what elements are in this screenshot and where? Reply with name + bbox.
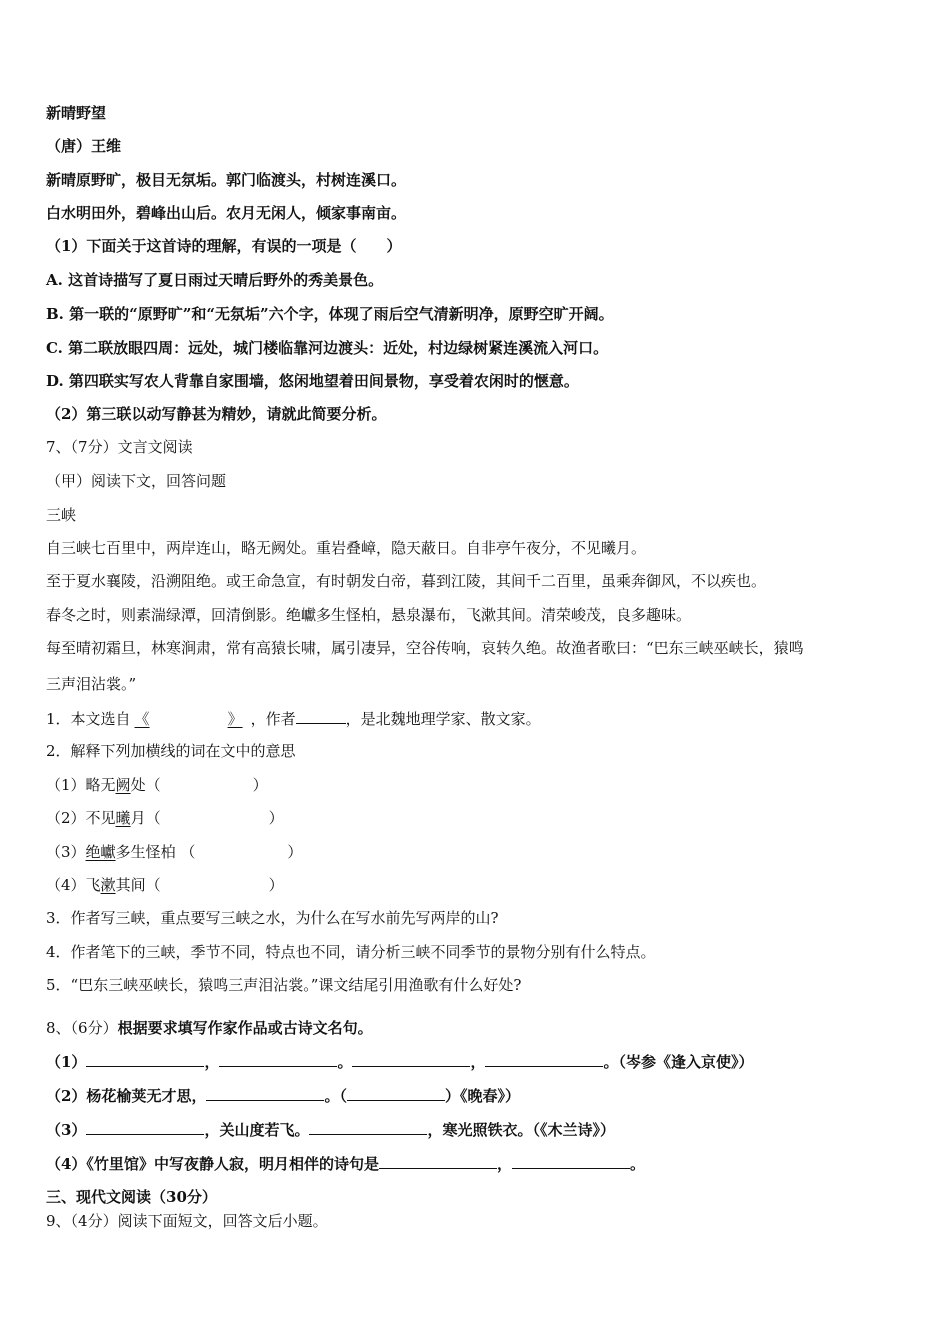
q6-sub-1: （1）下面关于这首诗的理解，有误的一项是（ ） [46, 237, 402, 255]
fill-blank[interactable] [512, 1153, 630, 1169]
q6-option-c: C. 第二联放眼四周：远处，城门楼临靠河边渡头：近处，村边绿树紧连溪流入河口。 [46, 339, 609, 357]
q7-sub-4: 4．作者笔下的三峡，季节不同，特点也不同，请分析三峡不同季节的景物分别有什么特点。 [46, 943, 656, 961]
underlined-word: 绝巘 [85, 843, 116, 861]
underlined-word: 阙 [115, 776, 131, 794]
q9-header: 9、（4分）阅读下面短文，回答文后小题。 [46, 1212, 328, 1230]
q8-line-3-source: ，寒光照铁衣。（《木兰诗》） [427, 1121, 615, 1139]
q7-sub-1-prefix: 1．本文选自 [46, 710, 131, 728]
word-item-2-suffix: 月（ [130, 809, 161, 827]
book-open-mark: 《 [134, 710, 150, 728]
poem-title: 新晴野望 [46, 104, 107, 122]
q8-line-1 [46, 1051, 754, 1072]
author-blank[interactable] [296, 708, 346, 724]
q8-line-1-prefix: （1） [46, 1053, 87, 1071]
punctuation: ， [496, 1155, 512, 1173]
punctuation: 。（ [324, 1087, 347, 1105]
q8-line-2 [46, 1085, 520, 1106]
passage-paragraph-4: 每至晴初霜旦，林寒涧肃，常有高猿长啸，属引凄异，空谷传响，哀转久绝。故渔者歌曰：“巴东三峡巫峡长，猿鸣 [46, 639, 804, 657]
q6-sub-2: （2）第三联以动写静甚为精妙，请就此简要分析。 [46, 405, 387, 423]
passage-paragraph-2: 至于夏水襄陵，沿溯阻绝。或王命急宣，有时朝发白帝，暮到江陵，其间千二百里，虽乘奔御风，不以疾也。 [46, 572, 767, 590]
close-paren: ） [252, 776, 268, 794]
fill-blank[interactable] [309, 1119, 427, 1135]
word-item-2-prefix: （2）不见 [46, 809, 116, 827]
q7-sub-1-mid: ，作者 [250, 710, 296, 728]
q8-line-3-middle: ，关山度若飞。 [204, 1121, 310, 1139]
underlined-word: 漱 [100, 876, 116, 894]
punctuation: ， [204, 1053, 220, 1071]
word-item-3-prefix: （3） [46, 843, 86, 861]
underlined-word: 曦 [115, 809, 131, 827]
q8-line-4 [46, 1153, 645, 1174]
passage-paragraph-4-cont: 三声泪沾裳。” [46, 675, 137, 693]
punctuation: 。 [337, 1053, 353, 1071]
q7-sub-3: 3．作者写三峡，重点要写三峡之水，为什么在写水前先写两岸的山? [46, 909, 499, 927]
q7-sub-1-suffix: ，是北魏地理学家、散文家。 [345, 710, 541, 728]
q8-number: 8、（6分） [46, 1019, 118, 1037]
fill-blank[interactable] [206, 1085, 324, 1101]
fill-blank[interactable] [86, 1051, 204, 1067]
word-item-3 [46, 842, 302, 862]
word-item-4-suffix: 其间（ [115, 876, 161, 894]
q6-option-b: B. 第一联的“原野旷”和“无氛垢”六个字，体现了雨后空气清新明净，原野空旷开阔。 [46, 305, 614, 323]
passage-title: 三峡 [46, 506, 77, 524]
book-title-blank[interactable] [135, 710, 243, 728]
q8-line-2-source: ）《晚春》） [444, 1087, 520, 1105]
section-3-header: 三、现代文阅读（30分） [46, 1188, 217, 1206]
close-paren: ） [268, 809, 284, 827]
q8-line-1-source: 。（岑参《逢入京使》） [603, 1053, 754, 1071]
q7-header: 7、（7分）文言文阅读 [46, 438, 193, 456]
word-item-4 [46, 875, 284, 895]
passage-paragraph-3: 春冬之时，则素湍绿潭，回清倒影。绝巘多生怪柏，悬泉瀑布，飞漱其间。清荣峻茂，良多趣味。 [46, 606, 692, 624]
fill-blank[interactable] [352, 1051, 470, 1067]
poem-line-1: 新晴原野旷，极目无氛垢。郭门临渡头，村树连溪口。 [46, 171, 407, 189]
q8-line-2-prefix: （2）杨花榆荚无才思， [46, 1087, 207, 1105]
q7-sub-5: 5．“巴东三峡巫峡长，猿鸣三声泪沾裳。”课文结尾引用渔歌有什么好处? [46, 976, 522, 994]
q7-sub-1 [46, 708, 541, 729]
q8-line-3-prefix: （3） [46, 1121, 87, 1139]
word-item-2 [46, 808, 284, 828]
fill-blank[interactable] [485, 1051, 603, 1067]
q8-instruction: 根据要求填写作家作品或古诗文名句。 [117, 1019, 373, 1037]
book-close-mark: 》 [227, 710, 243, 728]
q8-line-4-prefix: （4）《竹里馆》中写夜静人寂，明月相伴的诗句是 [46, 1155, 379, 1173]
word-item-1-suffix: 处（ [130, 776, 161, 794]
punctuation: 。 [629, 1155, 645, 1173]
word-item-4-prefix: （4）飞 [46, 876, 101, 894]
close-paren: ） [268, 876, 284, 894]
word-item-1-prefix: （1）略无 [46, 776, 116, 794]
word-item-1 [46, 775, 268, 795]
passage-paragraph-1: 自三峡七百里中，两岸连山，略无阙处。重岩叠嶂，隐天蔽日。自非亭午夜分，不见曦月。 [46, 539, 647, 557]
fill-blank[interactable] [86, 1119, 204, 1135]
fill-blank[interactable] [379, 1153, 497, 1169]
q7-intro: （甲）阅读下文，回答问题 [46, 472, 227, 490]
punctuation: ， [470, 1053, 486, 1071]
word-item-3-suffix: 多生怪柏 （ [115, 843, 196, 861]
q6-option-a: A. 这首诗描写了夏日雨过天晴后野外的秀美景色。 [46, 271, 384, 289]
poem-line-2: 白水明田外，碧峰出山后。农月无闲人，倾家事南亩。 [46, 204, 407, 222]
author-blank[interactable] [347, 1085, 445, 1101]
q6-option-d: D. 第四联实写农人背靠自家围墙，悠闲地望着田间景物，享受着农闲时的惬意。 [46, 372, 579, 390]
close-paren: ） [287, 843, 303, 861]
fill-blank[interactable] [219, 1051, 337, 1067]
q8-line-3 [46, 1119, 615, 1140]
poem-author: （唐）王维 [46, 137, 122, 155]
q7-sub-2: 2．解释下列加横线的词在文中的意思 [46, 742, 296, 760]
q8-header [46, 1018, 373, 1038]
